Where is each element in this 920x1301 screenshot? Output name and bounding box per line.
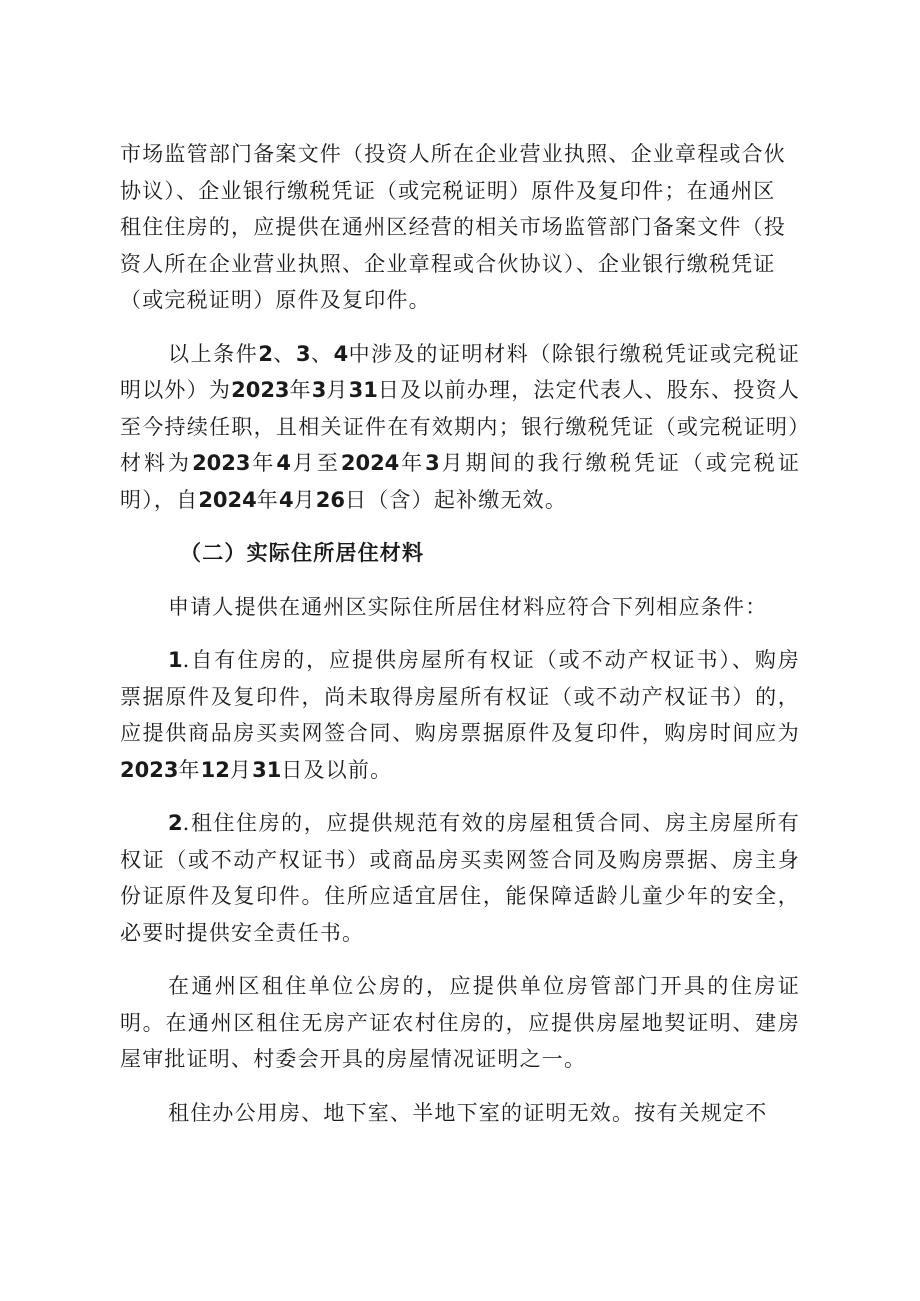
text-run: 以上条件 bbox=[168, 341, 259, 366]
number-run: 26 bbox=[315, 487, 346, 512]
text-run: .自有住房的，应提供房屋所有权证（或不动产权证书）、购房票据原件及复印件，尚未取得房屋所有权证（或不动产权证书）的，应提供商品房买卖网签合同、购房票据原件及复印件，购房时间应为 bbox=[120, 648, 800, 745]
paragraph-residence-intro: 申请人提供在通州区实际住所居住材料应符合下列相应条件： bbox=[168, 594, 768, 619]
text-run: 日及以前办理，法定代表人、股东、投资人至今持续任职，且相关证件在有效期内；银行缴税凭证（或完税证明）材料为 bbox=[120, 378, 800, 475]
number-run: 12 bbox=[200, 757, 230, 782]
text-run: 、 bbox=[310, 341, 334, 366]
number-run: 2024 bbox=[340, 451, 400, 475]
text-run: 年 bbox=[256, 487, 279, 512]
number-run: 2023 bbox=[120, 757, 179, 782]
number-run: 31 bbox=[252, 757, 282, 782]
list-number: 1 bbox=[168, 648, 183, 672]
number-run: 2023 bbox=[192, 451, 251, 475]
document-body bbox=[120, 136, 800, 1131]
text-run: 、 bbox=[272, 341, 296, 366]
text-run: 日及以前。 bbox=[281, 757, 393, 782]
list-number: 2 bbox=[168, 811, 183, 835]
number-run: 4 bbox=[276, 451, 291, 475]
paragraph-owned-housing bbox=[120, 642, 800, 788]
text-run: 月 bbox=[326, 378, 349, 402]
text-line: 租住住房的，应提供在通州区经营的相关市场监管部门备案文件（投 bbox=[120, 215, 786, 239]
text-run: 月期间的我行缴税凭证（或完税证明），自 bbox=[120, 451, 801, 512]
section-heading: （二）实际住所居住材料 bbox=[180, 540, 425, 565]
number-run: 2023 bbox=[231, 378, 290, 402]
number-run: 2024 bbox=[198, 487, 257, 512]
text-run: 月 bbox=[229, 757, 253, 782]
text-run: 中涉及的证明材料（除银行缴税凭证或完税证明以外）为 bbox=[120, 341, 800, 402]
text-run: 年 bbox=[250, 451, 277, 475]
number-run: 4 bbox=[333, 341, 349, 366]
number-run: 2 bbox=[258, 341, 273, 366]
text-line: （或完税证明）原件及复印件。 bbox=[120, 288, 431, 312]
text-run: 月至 bbox=[290, 451, 341, 475]
paragraph-rented-housing bbox=[120, 805, 800, 951]
text-line: 资人所在企业营业执照、企业章程或合伙协议）、企业银行缴税凭证 bbox=[120, 251, 776, 276]
text-line: 协议）、企业银行缴税凭证（或完税证明）原件及复印件；在通州区 bbox=[120, 178, 776, 203]
text-run: 月 bbox=[293, 487, 316, 512]
number-run: 31 bbox=[348, 378, 378, 402]
paragraph-conditions-validity bbox=[120, 336, 800, 519]
number-run: 3 bbox=[425, 451, 440, 475]
text-run: 年 bbox=[289, 378, 312, 402]
paragraph-public-housing: 在通州区租住单位公房的，应提供单位房管部门开具的住房证明。在通州区租住无房产证农村住房的，应提供房屋地契证明、建房屋审批证明、村委会开具的房屋情况证明之一。 bbox=[120, 974, 800, 1071]
text-line: 市场监管部门备案文件（投资人所在企业营业执照、企业章程或合伙 bbox=[120, 142, 786, 166]
number-run: 4 bbox=[278, 487, 294, 512]
paragraph-market-supervision-filing bbox=[120, 136, 800, 319]
paragraph-invalid-housing: 租住办公用房、地下室、半地下室的证明无效。按有关规定不 bbox=[168, 1100, 768, 1125]
text-run: .租住住房的，应提供规范有效的房屋租赁合同、房主房屋所有权证（或不动产权证书）或商品房买卖网签合同及购房票据、房主身份证原件及复印件。住所应适宜居住，能保障适龄儿童少年的安全，必要时提供安全责任书。 bbox=[120, 811, 800, 945]
text-run: 年 bbox=[399, 451, 426, 475]
text-run: 年 bbox=[178, 757, 201, 782]
number-run: 3 bbox=[311, 378, 327, 402]
text-run: 日（含）起补缴无效。 bbox=[345, 487, 568, 512]
number-run: 3 bbox=[295, 341, 311, 366]
